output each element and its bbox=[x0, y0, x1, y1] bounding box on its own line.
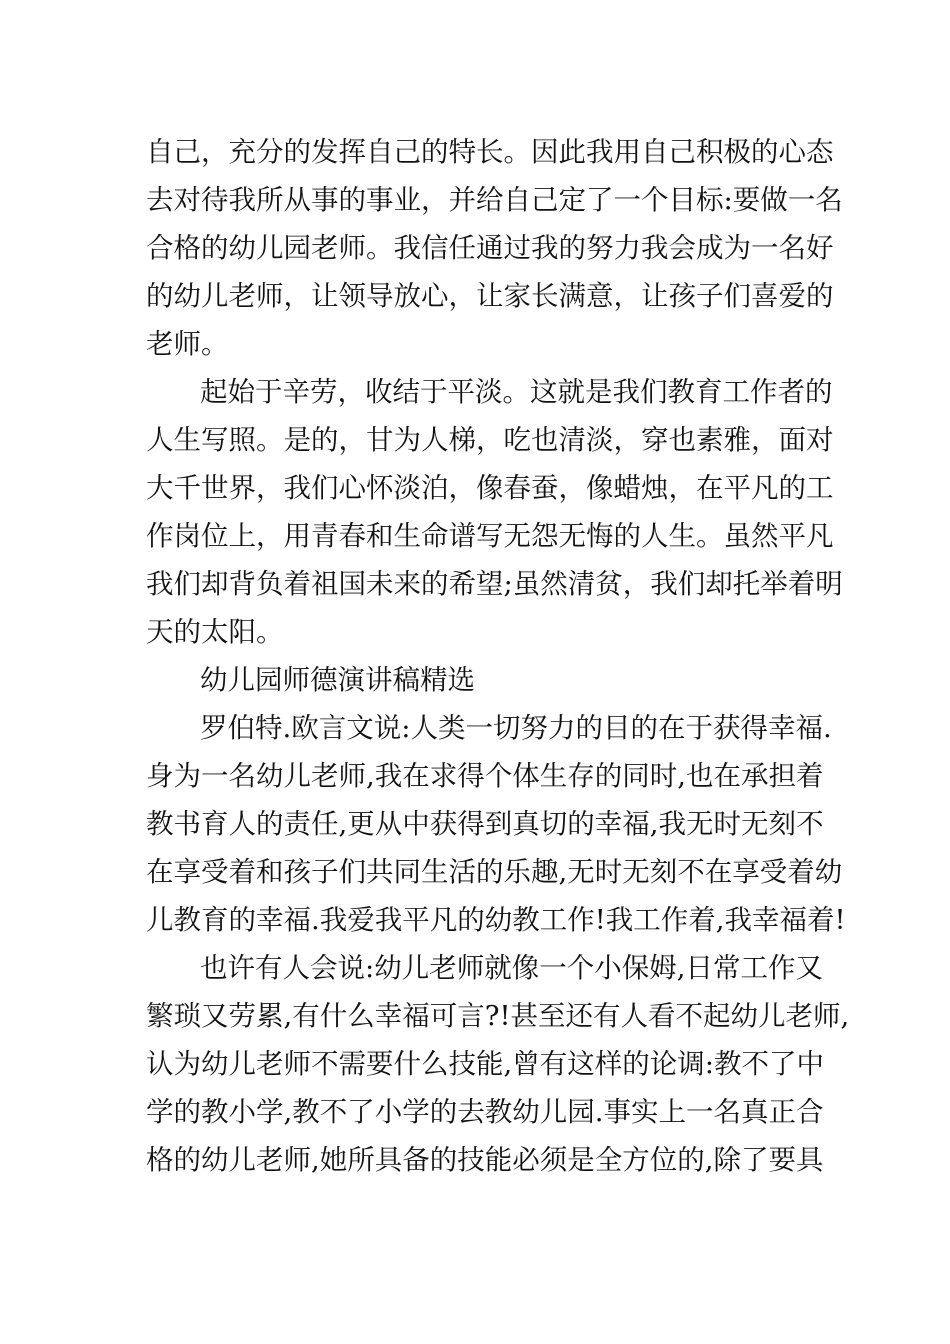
paragraph-start-line: 也许有人会说:幼儿老师就像一个小保姆,日常工作又 bbox=[200, 952, 824, 984]
text-line: 我们却背负着祖国未来的希望;虽然清贫，我们却托举着明 bbox=[146, 568, 843, 600]
text-line: 大千世界，我们心怀淡泊，像春蚕，像蜡烛，在平凡的工 bbox=[146, 472, 834, 504]
text-line: 人生写照。是的，甘为人梯，吃也清淡，穿也素雅，面对 bbox=[146, 424, 834, 456]
text-line: 身为一名幼儿老师,我在求得个体生存的同时,也在承担着 bbox=[146, 760, 824, 792]
section-heading: 幼儿园师德演讲稿精选 bbox=[200, 664, 475, 696]
text-line: 老师。 bbox=[146, 328, 229, 360]
text-line: 合格的幼儿园老师。我信任通过我的努力我会成为一名好 bbox=[146, 232, 834, 264]
text-line: 学的教小学,教不了小学的去教幼儿园.事实上一名真正合 bbox=[146, 1096, 824, 1128]
text-line: 格的幼儿老师,她所具备的技能必须是全方位的,除了要具 bbox=[146, 1144, 824, 1176]
text-line: 的幼儿老师，让领导放心，让家长满意，让孩子们喜爱的 bbox=[146, 280, 834, 312]
text-line: 儿教育的幸福.我爱我平凡的幼教工作!我工作着,我幸福着! bbox=[146, 904, 846, 936]
body-text bbox=[146, 128, 850, 1184]
text-line: 去对待我所从事的事业，并给自己定了一个目标:要做一名 bbox=[146, 184, 843, 216]
text-line: 繁琐又劳累,有什么幸福可言?!甚至还有人看不起幼儿老师, bbox=[146, 1000, 850, 1032]
text-line: 天的太阳。 bbox=[146, 616, 284, 648]
text-line: 作岗位上，用青春和生命谱写无怨无悔的人生。虽然平凡 bbox=[146, 520, 834, 552]
text-line: 教书育人的责任,更从中获得到真切的幸福,我无时无刻不 bbox=[146, 808, 824, 840]
paragraph-start-line: 起始于辛劳，收结于平淡。这就是我们教育工作者的 bbox=[200, 376, 833, 408]
text-line: 认为幼儿老师不需要什么技能,曾有这样的论调:教不了中 bbox=[146, 1048, 825, 1080]
paragraph-start-line: 罗伯特.欧言文说:人类一切努力的目的在于获得幸福. bbox=[200, 712, 832, 744]
text-line: 在享受着和孩子们共同生活的乐趣,无时无刻不在享受着幼 bbox=[146, 856, 843, 888]
text-line: 自己，充分的发挥自己的特长。因此我用自己积极的心态 bbox=[146, 136, 834, 168]
